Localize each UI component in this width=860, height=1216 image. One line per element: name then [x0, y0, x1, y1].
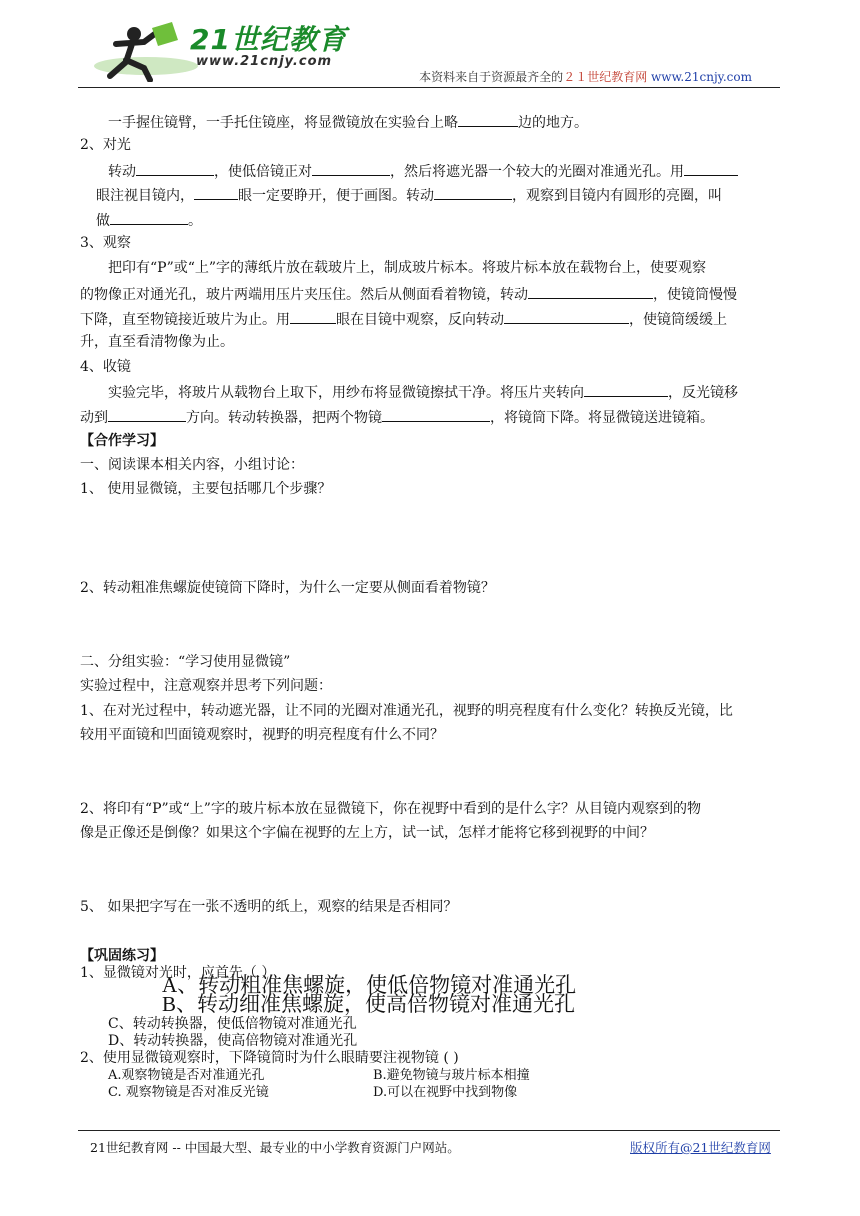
choice-d[interactable]: D、转动转换器，使高倍物镜对准通光孔	[108, 1033, 358, 1049]
section-heading: 4、收镜	[80, 359, 131, 375]
page-header	[78, 18, 780, 88]
copyright-link[interactable]: 版权所有@21世纪教育网	[630, 1140, 771, 1155]
section-heading: 2、对光	[80, 137, 131, 153]
fill-blank[interactable]	[110, 209, 188, 225]
choice-d[interactable]: D.可以在视野中找到物像	[373, 1085, 518, 1100]
experiment-question-2: 2、将印有“P”或“上”字的玻片标本放在显微镜下，你在视野中看到的是什么字？从目镜内观察到的物	[80, 801, 701, 817]
logo-url: www.21cnjy.com	[196, 54, 333, 69]
paragraph-observe: 下降，直至物镜接近玻片为止。用 眼在目镜中观察，反向转动 ，使镜筒缓缓上	[80, 308, 727, 330]
footer-divider	[78, 1130, 780, 1131]
paragraph-storage: 实验完毕，将玻片从载物台上取下，用纱布将显微镜擦拭干净。将压片夹转向 ，反光镜移	[108, 381, 738, 403]
choice-c[interactable]: C、转动转换器，使低倍物镜对准通光孔	[108, 1016, 357, 1032]
fill-blank[interactable]	[434, 184, 512, 200]
footer-text: 21世纪教育网 -- 中国最大型、最专业的中小学教育资源门户网站。	[90, 1140, 460, 1155]
paragraph-observe: 升，直至看清物像为止。	[80, 334, 234, 350]
fill-blank[interactable]	[584, 381, 668, 397]
question-2: 2、转动粗准焦螺旋使镜筒下降时，为什么一定要从侧面看着物镜？	[80, 580, 495, 596]
paragraph-placement: 一手握住镜臂，一手托住镜座，将显微镜放在实验台上略 边的地方。	[108, 111, 588, 133]
cooperative-learning-title: 【合作学习】	[80, 433, 164, 449]
paragraph-observe: 把印有“P”或“上”字的薄纸片放在载玻片上，制成玻片标本。将玻片标本放在载物台上，使要观察	[108, 260, 707, 276]
practice-question-1: 1、显微镜对光时，应首先（ ）	[80, 965, 276, 981]
question-1: 1、 使用显微镜，主要包括哪几个步骤？	[80, 481, 332, 497]
fill-blank[interactable]	[108, 406, 186, 422]
paragraph-light: 做 。	[96, 209, 202, 231]
logo-text: 21世纪教育	[190, 23, 347, 56]
fill-blank[interactable]	[528, 283, 653, 299]
fill-blank[interactable]	[136, 160, 214, 176]
experiment-question-2: 像是正像还是倒像？如果这个字偏在视野的左上方，试一试，怎样才能将它移到视野的中间？	[80, 825, 654, 841]
fill-blank[interactable]	[504, 308, 629, 324]
experiment-title: 二、分组实验：“学习使用显微镜”	[80, 654, 291, 670]
choice-a[interactable]: A.观察物镜是否对准通光孔	[108, 1068, 265, 1083]
fill-blank[interactable]	[684, 160, 738, 176]
fill-blank[interactable]	[382, 406, 490, 422]
experiment-question-1: 1、在对光过程中，转动遮光器，让不同的光圈对准通光孔，视野的明亮程度有什么变化？转换反光镜，比	[80, 703, 733, 719]
fill-blank[interactable]	[290, 308, 336, 324]
choice-b[interactable]: B、转动细准焦螺旋，使高倍物镜对准通光孔	[162, 992, 576, 1016]
choice-a[interactable]: A、转动粗准焦螺旋，使低倍物镜对准通光孔	[162, 973, 577, 997]
paragraph-storage: 动到 方向。转动转换器，把两个物镜 ，将镜筒下降。将显微镜送进镜箱。	[80, 406, 714, 428]
practice-question-2: 2、使用显微镜观察时，下降镜筒时为什么眼睛要注视物镜 ( )	[80, 1050, 459, 1066]
section-heading: 3、观察	[80, 235, 131, 251]
fill-blank[interactable]	[194, 184, 238, 200]
practice-title: 【巩固练习】	[80, 948, 164, 964]
experiment-question-1: 较用平面镜和凹面镜观察时，视野的明亮程度有什么不同？	[80, 727, 444, 743]
paragraph-observe: 的物像正对通光孔，玻片两端用压片夹压住。然后从侧面看着物镜，转动 ，使镜筒慢慢	[80, 283, 737, 305]
experiment-intro: 实验过程中，注意观察并思考下列问题：	[80, 678, 332, 694]
discussion-intro: 一、阅读课本相关内容，小组讨论：	[80, 457, 304, 473]
header-note	[419, 68, 752, 85]
choice-c[interactable]: C. 观察物镜是否对准反光镜	[108, 1085, 269, 1100]
fill-blank[interactable]	[458, 111, 518, 127]
header-divider	[78, 87, 780, 88]
paragraph-light: 眼注视目镜内， 眼一定要睁开，便于画图。转动 ，观察到目镜内有圆形的亮圈，叫	[96, 184, 722, 206]
header-site-name[interactable]: ２１世纪教育网	[563, 70, 648, 84]
header-note-prefix: 本资料来自于资源最齐全的	[419, 70, 564, 84]
paragraph-light: 转动 ，使低倍镜正对 ，然后将遮光器一个较大的光圈对准通光孔。用	[108, 160, 738, 182]
choice-b[interactable]: B.避免物镜与玻片标本相撞	[373, 1068, 530, 1083]
header-site-url[interactable]: www.21cnjy.com	[651, 70, 752, 84]
fill-blank[interactable]	[312, 160, 390, 176]
experiment-question-5: 5、 如果把字写在一张不透明的纸上，观察的结果是否相同？	[80, 899, 458, 915]
